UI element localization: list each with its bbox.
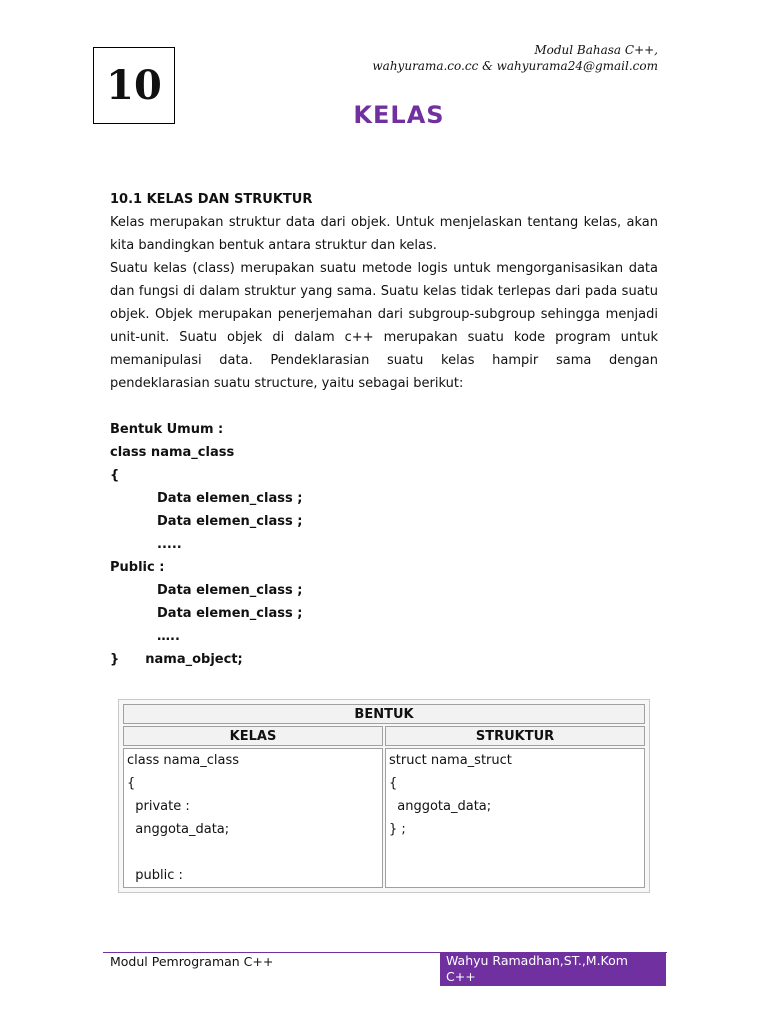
cell-line [127,841,379,864]
module-name: Modul Bahasa C++, [534,43,658,57]
code-line: Data elemen_class ; [157,491,303,506]
footer-author-box [440,953,666,986]
cell-kelas [123,748,383,888]
cell-line: private : [127,799,190,814]
code-line: { [110,468,120,483]
cell-struktur [385,748,645,888]
code-line: ..... [157,537,182,552]
cell-line: { [127,776,136,791]
table-title: BENTUK [123,704,645,724]
code-line: Bentuk Umum : [110,422,224,437]
column-header-kelas: KELAS [123,726,383,746]
paragraph-class-definition: Suatu kelas (class) merupakan suatu metode logis untuk mengorganisasikan data dan fungsi di dalam struktur yang sama. Suatu kelas tidak terlepas dari pada suatu objek. Objek merupakan penerjemahan dari subgroup-subgroup sehingga menjadi unit-unit. Suatu objek di dalam c++ merupakan suatu kode program untuk memanipulasi data. Pendeklarasian suatu kelas hampir sama dengan pendeklarasian suatu structure, yaitu sebagai berikut: [110,261,658,391]
cell-line: anggota_data; [127,822,230,837]
contact-info: wahyurama.co.cc & wahyurama24@gmail.com [372,59,658,73]
footer-subject: C++ [446,969,476,984]
page-title: KELAS [353,101,445,129]
cell-line: struct nama_struct [389,753,512,768]
main-content [110,188,658,671]
code-block [110,418,658,671]
code-line: ….. [157,629,180,644]
paragraph-intro: Kelas merupakan struktur data dari objek. Untuk menjelaskan tentang kelas, akan kita bandingkan bentuk antara struktur dan kelas. [110,215,658,253]
closing-brace: } [110,652,120,667]
cell-line: { [389,776,398,791]
footer-module-name: Modul Pemrograman C++ [110,954,274,969]
chapter-number: 10 [106,62,162,109]
section-heading: 10.1 KELAS DAN STRUKTUR [110,192,313,207]
footer-author: Wahyu Ramadhan,ST.,M.Kom [446,953,628,968]
code-line: Data elemen_class ; [157,606,303,621]
column-header-struktur: STRUKTUR [385,726,645,746]
cell-line: public : [127,868,183,883]
code-line-closing [110,648,658,671]
cell-line: class nama_class [127,753,240,768]
comparison-table [118,699,650,893]
cell-line: anggota_data; [389,799,492,814]
object-name: nama_object; [145,652,243,667]
code-line: Data elemen_class ; [157,583,303,598]
code-line: Public : [110,560,165,575]
cell-line: } ; [389,822,406,837]
code-line: Data elemen_class ; [157,514,303,529]
spacer [110,395,658,418]
code-line: class nama_class [110,445,235,460]
header-meta [372,42,658,74]
